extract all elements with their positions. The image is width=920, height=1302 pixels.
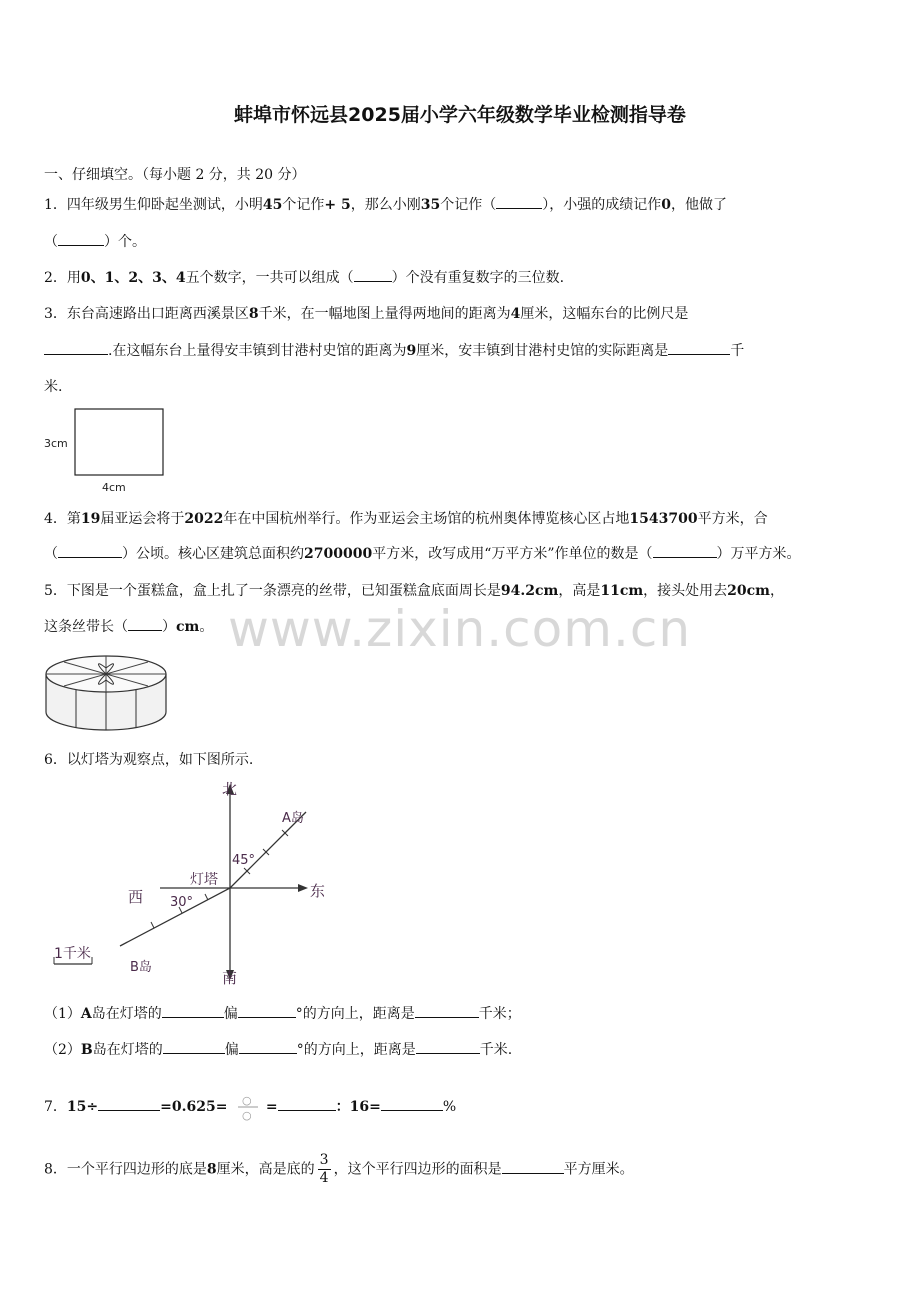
q8-text-e: 平方厘米。: [563, 1161, 634, 1178]
q1-text-l: ）个。: [104, 234, 146, 250]
ray-b-tick-1: [205, 894, 208, 900]
q7-blank-2[interactable]: [278, 1096, 336, 1111]
q7-equals: =: [265, 1099, 278, 1115]
q2-text-c: 五个数字，一共可以组成（: [185, 270, 354, 286]
question-6-intro: 6．以灯塔为观察点，如下图所示.: [44, 752, 254, 768]
section-heading: 一、仔细填空。（每小题 2 分，共 20 分）: [44, 167, 306, 183]
q1-answer-blank-2[interactable]: [58, 231, 104, 246]
q6-p2-angle-blank[interactable]: [239, 1039, 297, 1054]
question-7: [44, 1092, 456, 1122]
q4-text-i: ）公顷。核心区建筑总面积约: [122, 546, 304, 562]
q1-num-45: 45: [262, 197, 283, 213]
q2-digits: 0、1、2、3、4: [80, 270, 186, 286]
q7-blank-3[interactable]: [381, 1096, 443, 1111]
q4-text-e: 年在中国杭州举行。作为亚运会主场馆的杭州奥体博览核心区占地: [223, 511, 630, 527]
question-1-line-1: [44, 194, 727, 214]
q8-area-blank[interactable]: [502, 1159, 564, 1174]
page-title: 蚌埠市怀远县2025届小学六年级数学毕业检测指导卷: [234, 104, 686, 126]
south-label: 南: [222, 969, 238, 987]
q2-text-d: ）个没有重复数字的三位数.: [391, 270, 565, 286]
q4-num-building: 2700000: [304, 546, 373, 562]
q5-text-k: 。: [199, 619, 214, 635]
q3-distance-blank[interactable]: [668, 340, 730, 355]
island-a-label: A岛: [282, 811, 304, 826]
q5-answer-blank[interactable]: [128, 616, 162, 631]
q4-text-l: ）万平方米。: [716, 546, 801, 562]
rectangle-figure: [44, 404, 174, 496]
question-3-line-3: 米.: [44, 379, 63, 395]
q5-perimeter: 94.2cm: [500, 583, 559, 599]
q3-text-i: 千: [730, 343, 745, 359]
rectangle-height-label: 3cm: [44, 437, 68, 450]
q1-num-0: 0: [661, 197, 671, 213]
island-b-label: B岛: [130, 960, 152, 975]
q3-text-c: 千米，在一幅地图上量得两地间的距离为: [258, 306, 511, 322]
q6-p2-f: 千米.: [479, 1042, 513, 1058]
q4-num-2022: 2022: [184, 511, 224, 527]
q8-fraction-denominator: 4: [319, 1170, 329, 1186]
q2-text-a: 2．用: [44, 270, 81, 286]
q8-text-d: ，这个平行四边形的面积是: [333, 1161, 502, 1178]
q6-p2-d: 偏: [224, 1042, 239, 1058]
q1-plus5: + 5: [324, 197, 351, 213]
q1-text-h: ），小强的成绩记作: [542, 197, 662, 213]
q1-text-e: ，那么小刚: [350, 197, 421, 213]
ray-b-tick-3: [151, 922, 154, 928]
scale-label: 1千米: [54, 946, 91, 962]
question-3-line-1: [44, 303, 688, 323]
q5-height: 11cm: [600, 583, 644, 599]
q4-text-g: 平方米，合: [697, 511, 768, 527]
east-arrow-icon: [298, 884, 308, 892]
angle-30-label: 30°: [170, 895, 194, 910]
q5-text-e: ，接头处用去: [643, 583, 728, 599]
q5-knot: 20cm: [727, 583, 770, 599]
q5-text-h: 这条丝带长（: [44, 619, 128, 635]
q6-p2-e: °的方向上，距离是: [296, 1042, 416, 1058]
q8-num-8: 8: [206, 1161, 217, 1178]
q6-p1-distance-blank[interactable]: [415, 1003, 479, 1018]
watermark: www.zixin.com.cn: [228, 600, 692, 658]
q7-decimal: =0.625=: [160, 1099, 228, 1115]
question-2: [44, 267, 564, 287]
north-label: 北: [222, 780, 238, 798]
question-8: [44, 1152, 634, 1187]
q7-sixteen: 16=: [349, 1099, 381, 1115]
q3-num-9: 9: [406, 343, 417, 359]
q5-unit: cm: [176, 619, 200, 635]
rectangle-width-label: 4cm: [102, 481, 126, 494]
question-1-line-2: [44, 231, 146, 251]
q7-colon: ：: [335, 1099, 350, 1115]
question-4-line-2: [44, 543, 801, 563]
q5-text-g: ，: [770, 583, 784, 599]
q3-text-f: .在这幅东台上量得安丰镇到甘港村史馆的距离为: [108, 343, 407, 359]
q4-text-k: 平方米，改写成用“万平方米”作单位的数是（: [372, 546, 653, 562]
q4-num-19: 19: [80, 511, 101, 527]
q6-p2-island: B: [80, 1042, 93, 1058]
q4-num-area: 1543700: [629, 511, 698, 527]
q6-p2-c: 岛在灯塔的: [92, 1042, 163, 1058]
svg-text:○: ○: [241, 1094, 252, 1107]
q5-text-c: ，高是: [558, 583, 601, 599]
q3-num-4: 4: [510, 306, 521, 322]
rectangle-shape: [75, 409, 163, 475]
q3-scale-blank[interactable]: [44, 340, 108, 355]
q7-text-a: 7．: [44, 1099, 67, 1115]
q5-text-a: 5．下图是一个蛋糕盒，盒上扎了一条漂亮的丝带，已知蛋糕盒底面周长是: [44, 583, 501, 599]
q4-text-c: 届亚运会将于: [100, 511, 185, 527]
q3-text-a: 3．东台高速路出口距离西溪景区: [44, 306, 249, 322]
q6-p1-f: 千米；: [478, 1006, 521, 1022]
q4-hectare-blank[interactable]: [58, 543, 122, 558]
q1-answer-blank-1[interactable]: [496, 194, 542, 209]
question-6-part-2: [44, 1039, 512, 1059]
q3-text-e: 厘米，这幅东台的比例尺是: [520, 306, 689, 322]
lighthouse-label: 灯塔: [190, 872, 218, 888]
q4-wan-blank[interactable]: [653, 543, 717, 558]
q1-num-35: 35: [420, 197, 441, 213]
svg-text:○: ○: [241, 1109, 252, 1122]
q6-p1-direction-blank[interactable]: [162, 1003, 224, 1018]
q5-text-i: ）: [162, 619, 176, 635]
q8-fraction-numerator: 3: [319, 1152, 329, 1168]
q3-text-h: 厘米，安丰镇到甘港村史馆的实际距离是: [416, 343, 669, 359]
q4-text-h: （: [44, 546, 58, 562]
q6-p2-direction-blank[interactable]: [163, 1039, 225, 1054]
q7-blank-1[interactable]: [98, 1096, 160, 1111]
q6-p2-a: （2）: [44, 1042, 81, 1058]
q1-text-j: ，他做了: [671, 197, 727, 213]
question-4-line-1: [44, 508, 768, 528]
q6-p1-c: 岛在灯塔的: [91, 1006, 162, 1022]
q3-num-8: 8: [248, 306, 259, 322]
question-5-line-1: [44, 580, 784, 600]
angle-45-label: 45°: [232, 853, 256, 868]
east-label: 东: [310, 882, 326, 900]
q1-text-g: 个记作（: [440, 197, 497, 213]
q7-percent: %: [442, 1099, 457, 1115]
q1-text-c: 个记作: [282, 197, 325, 213]
q6-p1-angle-blank[interactable]: [238, 1003, 296, 1018]
west-label: 西: [128, 888, 144, 906]
q8-text-c: 厘米，高是底的: [216, 1161, 315, 1178]
q6-p2-distance-blank[interactable]: [416, 1039, 480, 1054]
q6-p1-island: A: [80, 1006, 92, 1022]
q4-text-a: 4．第: [44, 511, 81, 527]
q7-div: 15÷: [66, 1099, 99, 1115]
q2-answer-blank[interactable]: [354, 267, 392, 282]
lighthouse-diagram: [44, 776, 344, 990]
q1-text-a: 1．四年级男生仰卧起坐测试，小明: [44, 197, 263, 213]
question-6-part-1: [44, 1003, 521, 1023]
q7-fraction-placeholder-icon[interactable]: [234, 1092, 264, 1122]
cake-box-figure: [44, 644, 170, 734]
q1-text-k: （: [44, 234, 58, 250]
question-5-line-2: [44, 616, 213, 636]
q6-p1-a: （1）: [44, 1006, 81, 1022]
q6-p1-e: °的方向上，距离是: [295, 1006, 415, 1022]
q8-fraction: [318, 1152, 331, 1187]
question-3-line-2: [44, 340, 744, 360]
q6-p1-d: 偏: [223, 1006, 238, 1022]
q8-text-a: 8．一个平行四边形的底是: [44, 1161, 207, 1178]
